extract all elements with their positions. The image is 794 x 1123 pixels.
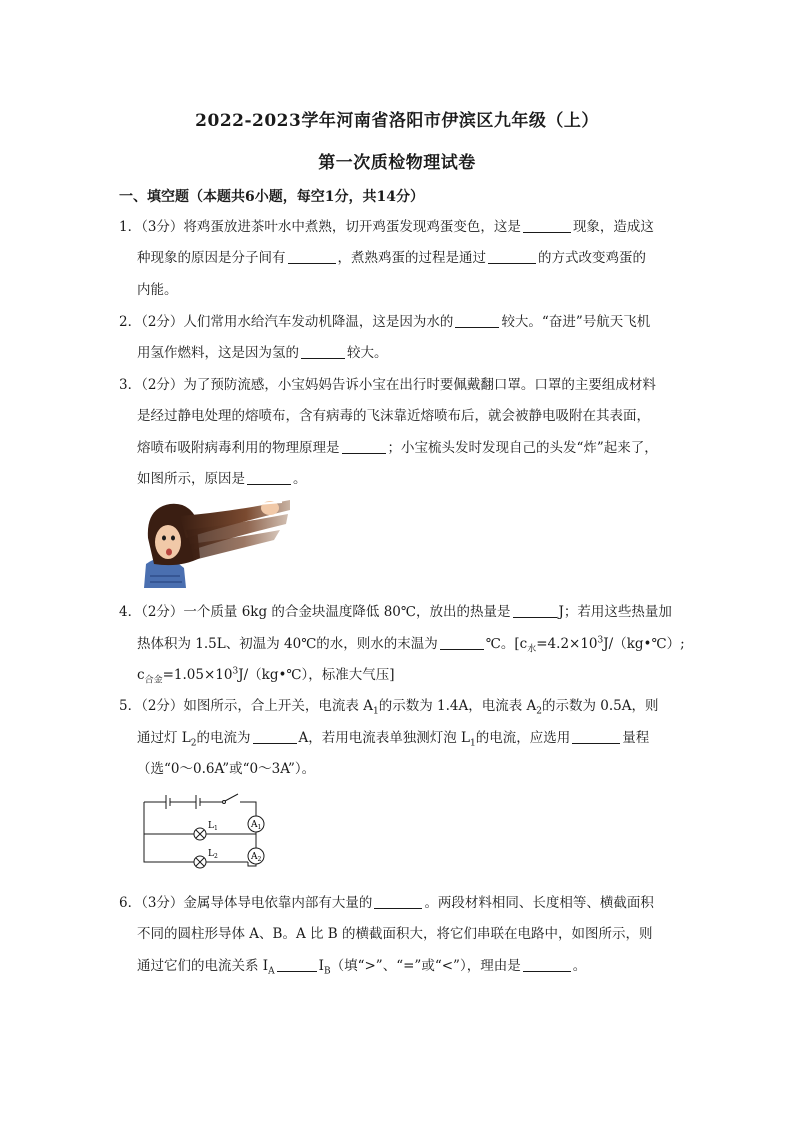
text: 较大。“奋进”号航天飞机 <box>501 314 651 330</box>
text: 4．（2分）一个质量 6kg 的合金块温度降低 80℃，放出的热量是 <box>119 604 511 620</box>
q6-line-1 <box>119 894 654 912</box>
text: =4.2×10 <box>536 636 598 652</box>
q2-line-2 <box>137 344 388 362</box>
q5-line-1 <box>119 697 659 715</box>
text: =1.05×10 <box>162 667 233 683</box>
text: 1．（3分）将鸡蛋放进茶叶水中煮熟，切开鸡蛋发现鸡蛋变色，这是 <box>119 219 521 235</box>
text: 5．（2分）如图所示，合上开关，电流表 A <box>119 698 373 714</box>
label-A1: $A_1$ <box>251 820 262 831</box>
text: 通过灯 L <box>137 730 191 746</box>
text: 6．（3分）金属导体导电依靠内部有大量的 <box>119 895 373 911</box>
text: ℃。[c <box>485 636 528 652</box>
q1-line-3: 内能。 <box>137 282 178 298</box>
q4-line-2 <box>137 635 685 653</box>
q5-line-3: （选“0～0.6A”或“0～3A”）。 <box>137 761 316 777</box>
text: ；小宝梳头发时发现自己的头发“炸”起来了， <box>387 440 658 456</box>
circuit-diagram <box>140 790 272 870</box>
answer-blank[interactable] <box>301 346 345 359</box>
subscript: 2 <box>536 706 542 717</box>
label-A2: $A_2$ <box>251 852 262 863</box>
subscript: 1 <box>372 706 379 717</box>
q3-line-4 <box>137 470 307 488</box>
section-heading: 一、填空题（本题共6小题，每空1分，共14分） <box>119 189 424 205</box>
answer-blank[interactable] <box>455 315 499 328</box>
text: 热体积为 1.5L、初温为 40℃的水，则水的末温为 <box>137 636 438 652</box>
subscript: B <box>323 966 331 977</box>
answer-blank[interactable] <box>440 637 484 650</box>
q3-line-1: 3．（2分）为了预防流感，小宝妈妈告诉小宝在出行时要佩戴翻口罩。口罩的主要组成材料 <box>119 377 656 393</box>
q5-line-2 <box>137 729 649 747</box>
label-L1: $L_1$ <box>208 821 218 832</box>
q3-line-2: 是经过静电处理的熔喷布，含有病毒的飞沫靠近熔喷布后，就会被静电吸附在其表面， <box>137 408 650 424</box>
text: c <box>137 667 145 683</box>
text: 。两段材料相同、长度相等、横截面积 <box>424 895 654 911</box>
text: 通过它们的电流关系 I <box>137 958 269 974</box>
text: 用氢作燃料，这是因为氢的 <box>137 345 299 361</box>
q2-line-1 <box>119 313 650 331</box>
text: A，若用电流表单独测灯泡 L <box>298 730 471 746</box>
answer-blank[interactable] <box>253 731 297 744</box>
answer-blank[interactable] <box>277 959 317 972</box>
text: 熔喷布吸附病毒利用的物理原理是 <box>137 440 340 456</box>
text: 的方式改变鸡蛋的 <box>538 250 646 266</box>
label-L2: $L_2$ <box>208 849 218 860</box>
answer-blank[interactable] <box>523 220 571 233</box>
answer-blank[interactable] <box>374 896 422 909</box>
answer-blank[interactable] <box>523 959 571 972</box>
superscript: 3 <box>232 666 239 677</box>
text: 的示数为 0.5A，则 <box>542 698 659 714</box>
subscript: 水 <box>527 644 537 655</box>
text: 2．（2分）人们常用水给汽车发动机降温，这是因为水的 <box>119 314 454 330</box>
text: 现象，造成这 <box>572 219 654 235</box>
subscript: A <box>268 966 275 977</box>
q6-line-3 <box>137 957 586 975</box>
text: J/（kg•℃）; <box>603 636 685 652</box>
q1-line-1 <box>119 218 654 236</box>
q6-line-2: 不同的圆柱形导体 A、B。A 比 B 的横截面积大，将它们串联在电路中，如图所示，则 <box>137 926 653 942</box>
text: ，煮熟鸡蛋的过程是通过 <box>337 250 486 266</box>
answer-blank[interactable] <box>342 441 386 454</box>
subscript: 1 <box>470 738 476 749</box>
q3-line-3 <box>137 439 658 457</box>
answer-blank[interactable] <box>513 605 557 618</box>
text: 的电流为 <box>196 730 251 746</box>
text: 的示数为 1.4A，电流表 A <box>378 698 537 714</box>
answer-blank[interactable] <box>288 251 336 264</box>
q1-line-2 <box>137 249 646 267</box>
girl-hair-illustration <box>140 498 298 588</box>
q4-line-3 <box>137 666 395 684</box>
text: 如图所示，原因是 <box>137 471 245 487</box>
text: I <box>318 958 324 974</box>
answer-blank[interactable] <box>488 251 536 264</box>
title-line-2: 第一次质检物理试卷 <box>318 153 476 173</box>
text: 量程 <box>622 730 650 746</box>
subscript: 2 <box>190 738 197 749</box>
q4-line-1 <box>119 603 672 621</box>
superscript: 3 <box>597 635 604 646</box>
answer-blank[interactable] <box>572 731 620 744</box>
subscript: 合金 <box>144 675 163 686</box>
text: 。 <box>572 958 587 974</box>
text: （填“>”、“=”或“<”），理由是 <box>330 958 521 974</box>
text: J；若用这些热量加 <box>558 604 672 620</box>
answer-blank[interactable] <box>247 472 291 485</box>
text: 种现象的原因是分子间有 <box>137 250 286 266</box>
text: 。 <box>293 471 307 487</box>
text: J/（kg•℃），标准大气压] <box>238 667 395 683</box>
title-line-1: 2022-2023学年河南省洛阳市伊滨区九年级（上） <box>195 111 599 131</box>
text: 较大。 <box>347 345 388 361</box>
text: 的电流，应选用 <box>475 730 571 746</box>
